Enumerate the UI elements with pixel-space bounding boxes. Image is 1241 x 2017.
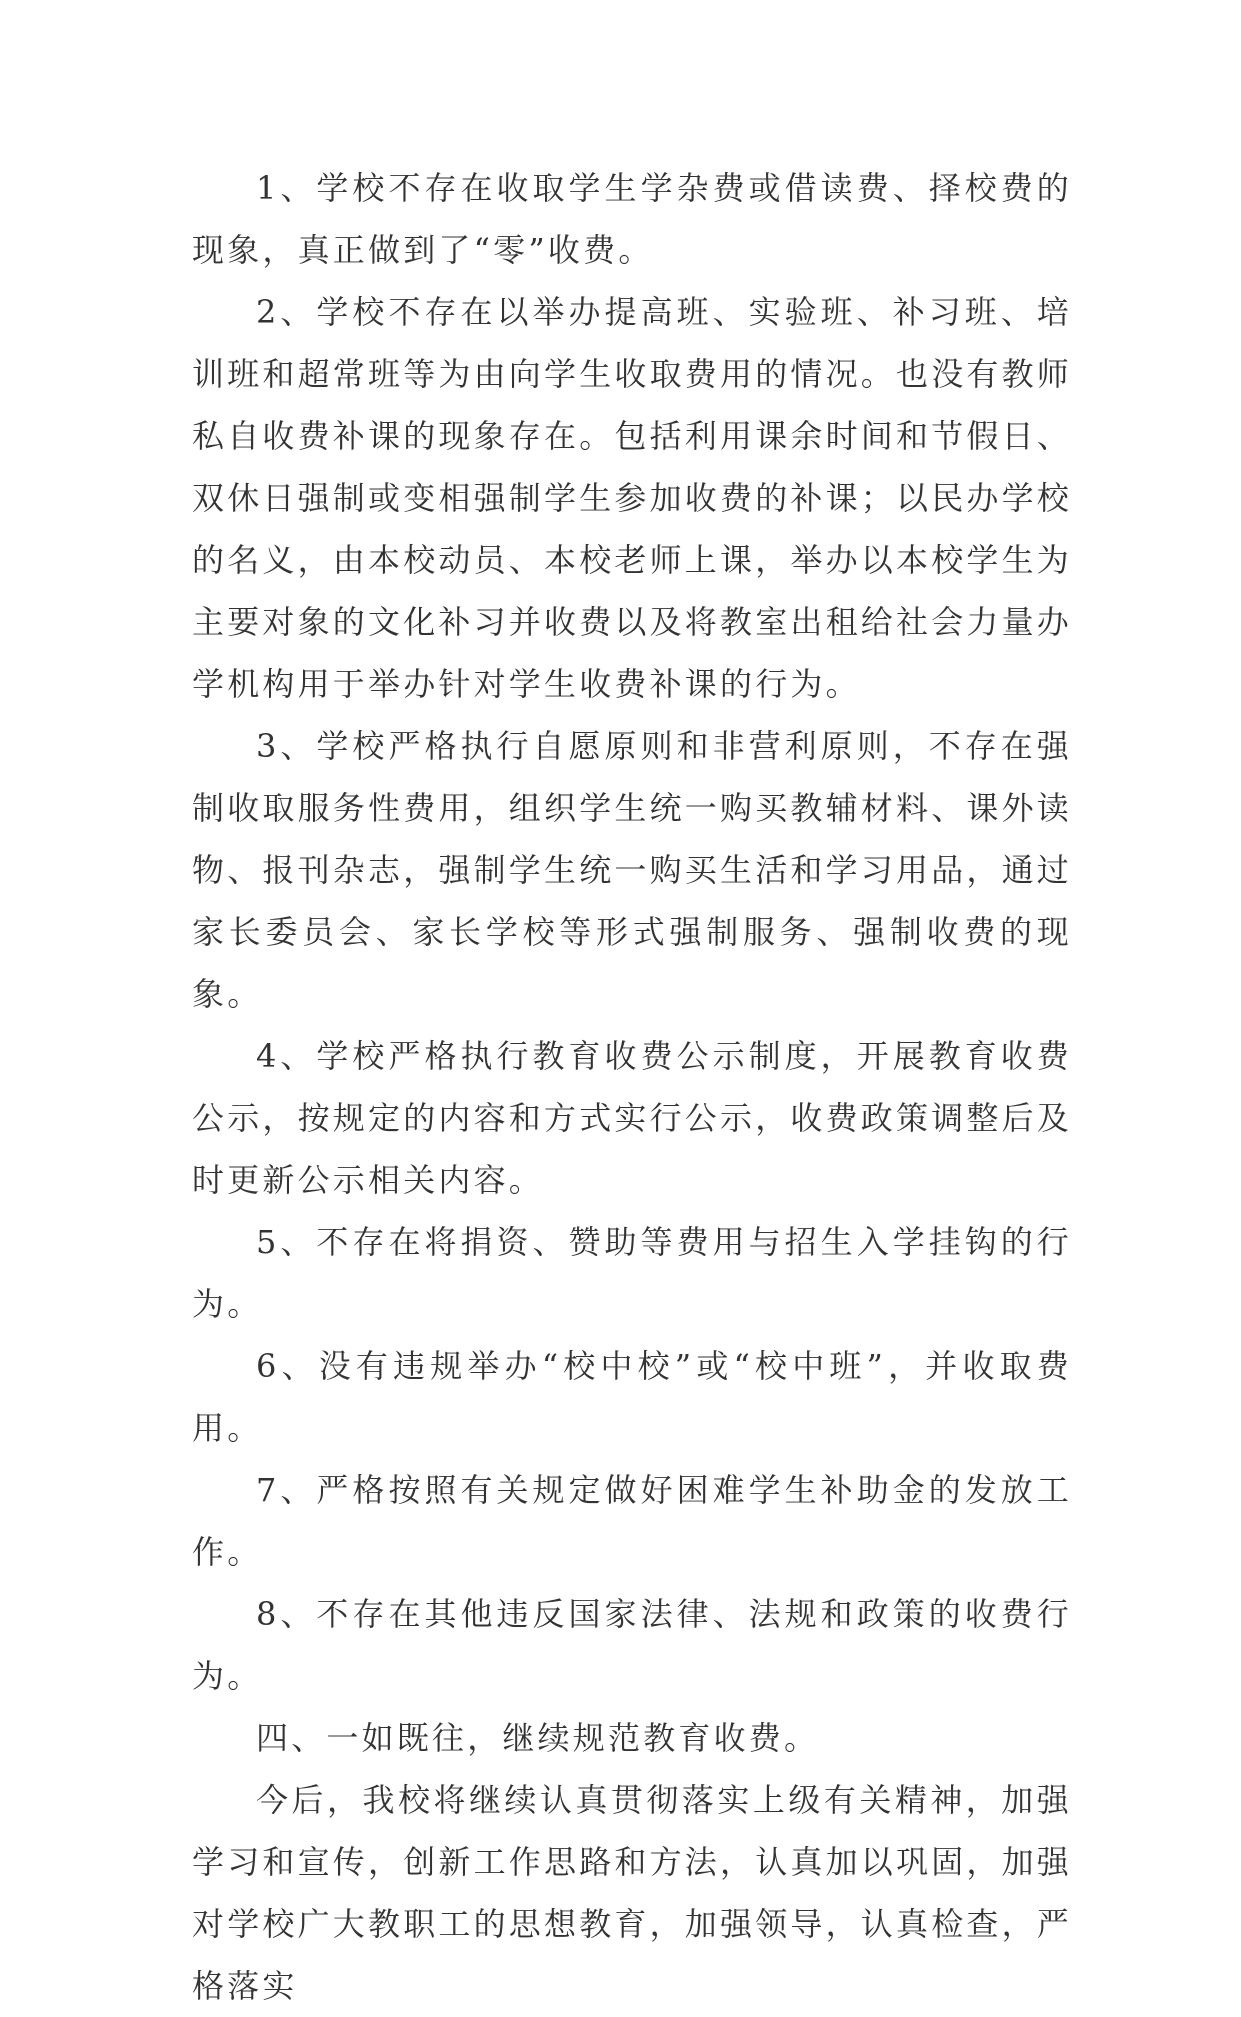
paragraph-item-7: 7、严格按照有关规定做好困难学生补助金的发放工作。: [192, 1471, 1072, 1571]
paragraph-item-3: 3、学校严格执行自愿原则和非营利原则，不存在强制收取服务性费用，组织学生统一购买教辅材料、课外读物、报刊杂志，强制学生统一购买生活和学习用品，通过家长委员会、家长学校等形式强制服务、强制收费的现象。: [192, 727, 1073, 1013]
paragraph-item-1: 1、学校不存在收取学生学杂费或借读费、择校费的现象，真正做到了“零”收费。: [192, 169, 1072, 269]
paragraph-item-8: 8、不存在其他违反国家法律、法规和政策的收费行为。: [192, 1595, 1072, 1695]
document-body: [192, 157, 1072, 2017]
paragraph-item-4: 4、学校严格执行教育收费公示制度，开展教育收费公示，按规定的内容和方式实行公示，收费政策调整后及时更新公示相关内容。: [192, 1037, 1073, 1199]
section-heading-4: 四、一如既往，继续规范教育收费。: [256, 1719, 820, 1757]
paragraph-item-5: 5、不存在将捐资、赞助等费用与招生入学挂钩的行为。: [192, 1223, 1072, 1323]
paragraph-item-6: 6、没有违规举办“校中校”或“校中班”，并收取费用。: [192, 1347, 1072, 1447]
paragraph-item-2: 2、学校不存在以举办提高班、实验班、补习班、培训班和超常班等为由向学生收取费用的情况。也没有教师私自收费补课的现象存在。包括利用课余时间和节假日、双休日强制或变相强制学生参加收费的补课；以民办学校的名义，由本校动员、本校老师上课，举办以本校学生为主要对象的文化补习并收费以及将教室出租给社会力量办学机构用于举办针对学生收费补课的行为。: [192, 293, 1073, 703]
paragraph-closing: 今后，我校将继续认真贯彻落实上级有关精神，加强学习和宣传，创新工作思路和方法，认真加以巩固，加强对学校广大教职工的思想教育，加强领导，认真检查，严格落实: [192, 1781, 1073, 2005]
